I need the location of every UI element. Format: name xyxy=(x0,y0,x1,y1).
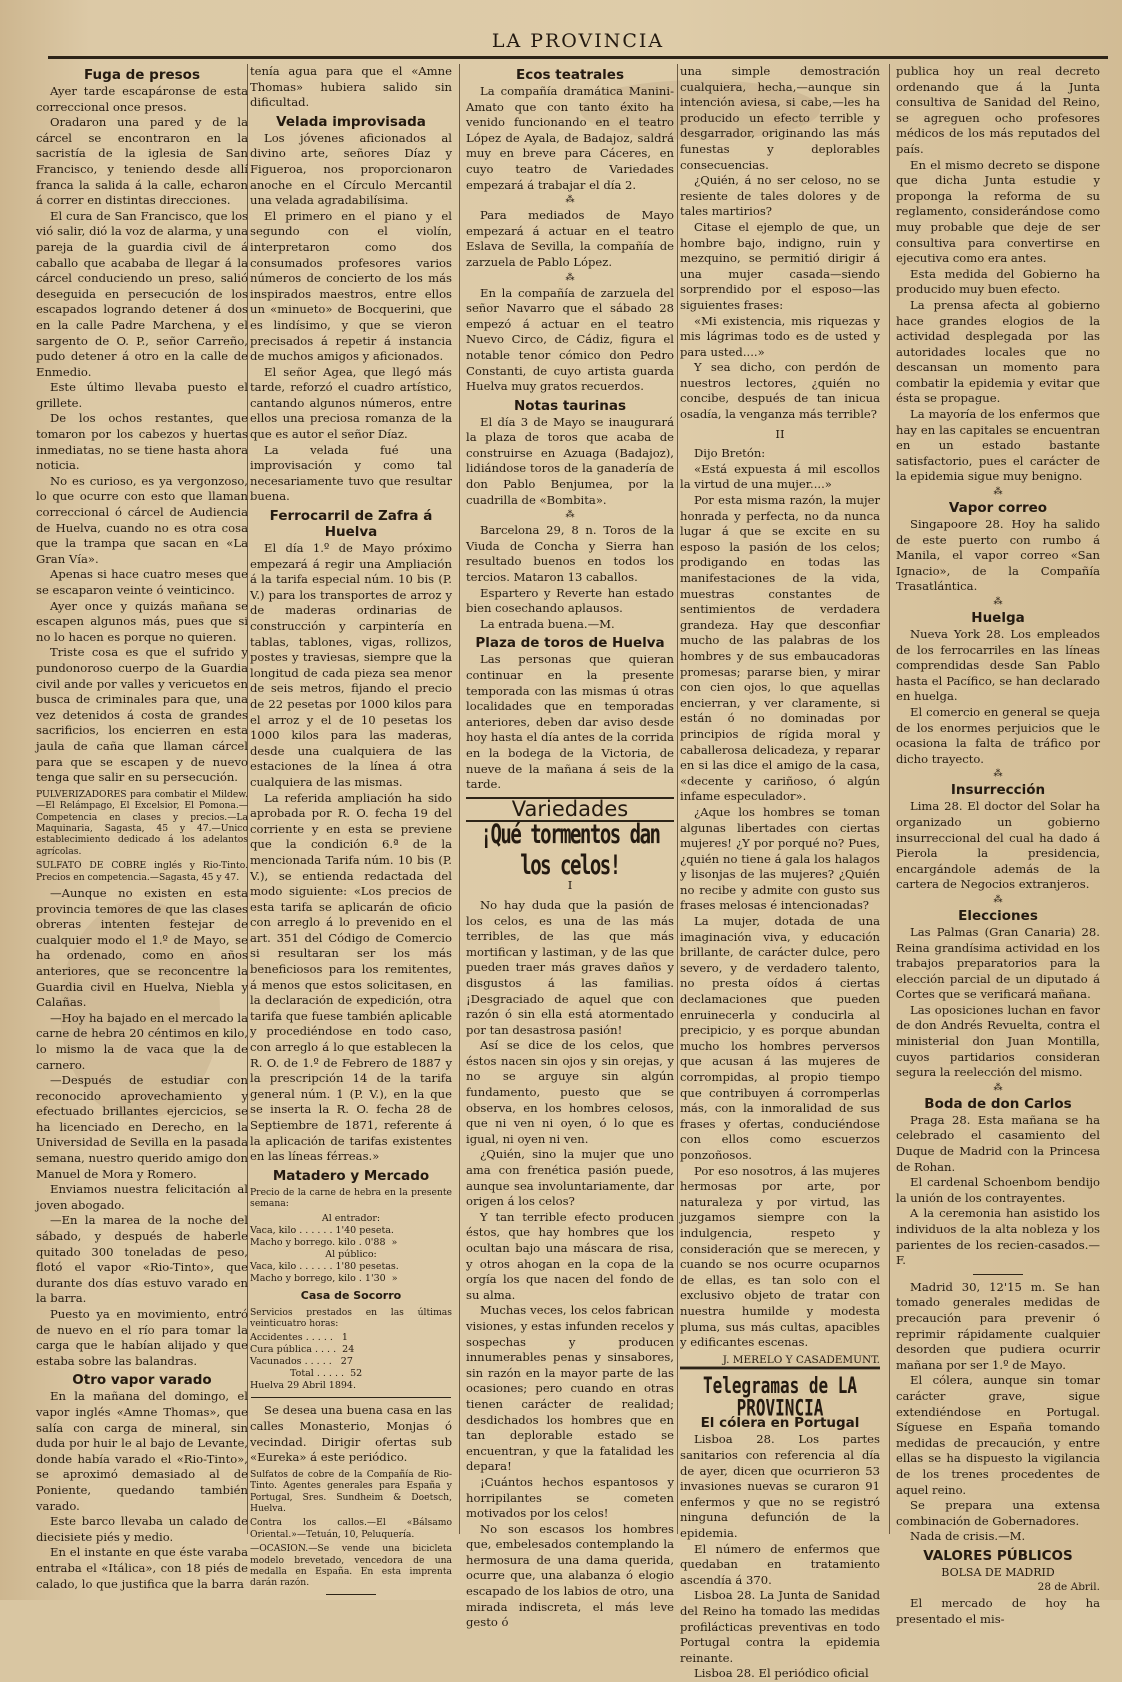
paragraph: Las Palmas (Gran Canaria) 28. Reina grandísima actividad en los trabajos preparatorios para la elección parcial de un diputado á Cortes que se verificará mañana. xyxy=(896,924,1100,1002)
paragraph: Singapoore 28. Hoy ha salido de este puerto con rumbo á Manila, el vapor correo «San Ignacio», de la Compañía Trasatlántica. xyxy=(896,517,1100,594)
headline-vapor-correo: Vapor correo xyxy=(948,500,1048,517)
subheading-bolsa: BOLSA DE MADRID xyxy=(941,1565,1055,1579)
section-numeral: I xyxy=(567,878,573,893)
paragraph: tenía agua para que el «Amne Thomas» hubiera salido sin dificultad. xyxy=(250,64,452,110)
paragraph: Las oposiciones luchan en favor de don Andrés Revuelta, contra el ministerial don Juan Montilla, cuyos partidarios consideran segura la reelección del mismo. xyxy=(896,1002,1100,1080)
asterism-icon: ⁂ xyxy=(993,1082,1003,1093)
asterism-icon: ⁂ xyxy=(993,597,1003,607)
paragraph: Y sea dicho, con perdón de nuestros lectores, ¿quién no concibe, después de tan inicua osadía, la venganza más terrible? xyxy=(680,360,880,422)
section-numeral: II xyxy=(775,426,785,441)
paragraph: «Mi existencia, mis riquezas y mis lágrimas todo es de usted y para usted....» xyxy=(680,313,880,359)
paragraph: ¿Quién, sino la mujer que uno ama con frenética pasión puede, aunque sea involuntariamente, dar origen á los celos? xyxy=(466,1147,674,1209)
paragraph: El día 1.º de Mayo próximo empezará á regir una Ampliación á la tarifa especial núm. 10 bis (P. V.) para los transportes de arroz y de maderas ordinarias de construcción y carpintería en tablas, tablones, vigas, rollizos, postes y traviesas, siempre que la longitud de cada pieza sea menor de seis metros, fijando el precio de 22 pesetas por 1000 kilos para el arroz y el de 10 pesetas los 1000 kilos para las maderas, desde una cualquiera de las estaciones de la línea á otra cualquiera de las mismas. xyxy=(250,541,452,789)
paragraph: La mujer, dotada de una imaginación viva, y educación brillante, de carácter dulce, pero severo, y de verdadero talento, no presta oídos á ciertas declamaciones que pueden enruinecerla y conducirla al precipicio, y es porque abundan mucho los hombres perversos que acusan á las mujeres de corrompidas, al propio tiempo que contribuyen á corromperlas más, con la inmoralidad de sus frases y ofertas, conduciéndose con ellos como escuerzos ponzoñosos. xyxy=(680,914,880,1162)
paragraph: Lisboa 28. El periódico oficial xyxy=(694,1666,869,1681)
asterism-icon: ⁂ xyxy=(565,272,575,283)
paragraph: Oradaron una pared y de la cárcel se encontraron en la sacristía de la iglesia de San Francisco, y teniendo desde allí franca la salida á la calle, echaron á correr en distintas direcciones. xyxy=(36,115,248,208)
section-rule xyxy=(251,1397,451,1398)
author-signature: J. MERELO Y CASADEMUNT. xyxy=(722,1353,880,1366)
advertisement-casa: Se desea una buena casa en las calles Monasterio, Monjas ó vecindad. Dirigir ofertas sub «Eureka» á este periódico. xyxy=(250,1403,452,1465)
paragraph: Apenas si hace cuatro meses que se escaparon veinte ó veinticinco. xyxy=(36,567,248,597)
paragraph: El primero en el piano y el segundo con el violín, interpretaron como dos consumados profesores varios números de concierto de los más inspirados maestros, entre ellos un «minueto» de Bocquerini, que es lindísimo, y que se vieron precisados á repetir á instancia de muchos amigos y aficionados. xyxy=(250,208,452,364)
advertisement-pulverizadores: PULVERIZADORES para combatir el Mildew.—El Relámpago, El Excelsior, El Pomona.—Competencia en clases y precios.—La Maquinaria, Sagasta, 45 y 47.—Unico establecimiento dedicado á los adelantos agrícolas. xyxy=(36,788,248,857)
column-5 xyxy=(896,64,1100,1626)
paragraph: ¡Cuántos hechos espantosos y horripilantes se cometen motivados por los celos! xyxy=(466,1474,674,1521)
headline-colera: El cólera en Portugal xyxy=(700,1415,860,1432)
section-rule xyxy=(973,1274,1023,1275)
headline-velada: Velada improvisada xyxy=(276,113,426,130)
paragraph: —Después de estudiar con reconocido aprovechamiento y efectuado brillantes ejercicios, se ha licenciado en Derecho, en la Universidad de Sevilla en la pasada semana, nuestro querido amigo don Manuel de Mora y Romero. xyxy=(36,1073,248,1181)
paragraph: El señor Agea, que llegó más tarde, reforzó el cuadro artístico, cantando algunos números, entre ellos una preciosa romanza de la que es autor el señor Díaz. xyxy=(250,364,452,442)
headline-casa-socorro: Casa de Socorro xyxy=(300,1288,402,1302)
paragraph: El cardenal Schoenbom bendijo la unión de los contrayentes. xyxy=(896,1175,1100,1205)
paragraph: La velada fué una improvisación y como tal necesariamente tuvo que resultar buena. xyxy=(250,442,452,504)
quotation: «Está expuesta á mil escollos la virtud de una mujer....» xyxy=(680,461,880,492)
advertisement-sulfatos: Sulfatos de cobre de la Compañía de Rio-Tinto. Agentes generales para España y Portugal, Sres. Sundheim & Doetsch, Huelva. xyxy=(250,1468,452,1514)
dateline: Huelva 29 Abril 1894. xyxy=(250,1380,356,1392)
table-row: Vaca, kilo . . . . . . 1'80 pesetas. xyxy=(250,1260,399,1272)
paragraph: —En la marea de la noche del sábado, y después de haberle quitado 300 toneladas de peso, flotó el vapor «Rio-Tinto», que durante dos días estuvo varado en la barra. xyxy=(36,1213,248,1306)
header-rule xyxy=(48,56,1108,59)
paragraph: El día 3 de Mayo se inaugurará la plaza de toros que acaba de construirse en Azuaga (Badajoz), lidiándose toros de la ganadería de don Pablo Benjumea, por la cuadrilla de «Bombita». xyxy=(466,414,674,507)
headline-huelga: Huelga xyxy=(971,610,1025,626)
table-label: Al entrador: xyxy=(321,1212,381,1224)
paragraph: La prensa afecta al gobierno hace grandes elogios de la actividad desplegada por las autoridades locales que no descansan un momento para combatir la epidemia y evitar que ésta se propague. xyxy=(896,297,1100,406)
paragraph: Las personas que quieran continuar en la presente temporada con las mismas ú otras localidades que en temporadas anteriores, deben dar aviso desde hoy hasta el día antes de la corrida en la bodega de la Victoria, de nueve de la mañana á seis de la tarde. xyxy=(466,652,674,792)
column-divider xyxy=(459,64,460,1534)
paragraph: Lisboa 28. Los partes sanitarios con referencia al día de ayer, dicen que ocurrieron 53 invasiones nuevas se curaron 91 enfermos y que no se registró ninguna defunción de la epidemia. xyxy=(680,1432,880,1541)
asterism-icon: ⁂ xyxy=(993,769,1003,780)
paragraph: Enviamos nuestra felicitación al joven abogado. xyxy=(36,1182,248,1212)
headline-notas-taurinas: Notas taurinas xyxy=(513,397,627,414)
paragraph: Los jóvenes aficionados al divino arte, señores Díaz y Figueroa, nos proporcionaron anoche en el Círculo Mercantil una velada agradabilísima. xyxy=(250,130,452,208)
headline-plaza-toros: Plaza de toros de Huelva xyxy=(475,635,665,652)
headline-boda: Boda de don Carlos xyxy=(924,1095,1072,1112)
newspaper-title: LA PROVINCIA xyxy=(491,30,665,52)
table-row: Macho y borrego. kilo . 0'88 » xyxy=(250,1236,398,1248)
paragraph: La compañía dramática Manini-Amato que con tanto éxito ha venido funcionando en el teatro López de Ayala, de Badajoz, saldrá muy en breve para Cáceres, en cuyo teatro de Variedades empezará á trabajar el día 2. xyxy=(466,84,674,192)
section-title-variedades: Variedades xyxy=(466,797,674,823)
paragraph: La entrada buena.—M. xyxy=(480,616,615,631)
paragraph: En el mismo decreto se dispone que dicha Junta estudie y proponga la reforma de su reglamento, considerándose como muy probable que deje de ser consultiva para convertirse en ejecutiva como era antes. xyxy=(896,157,1100,266)
end-rule xyxy=(326,1594,376,1595)
paragraph: Servicios prestados en las últimas veinticuatro horas: xyxy=(250,1306,452,1329)
paragraph: Ayer once y quizás mañana se escapen algunos más, pues que si no lo hacen es porque no quieren. xyxy=(36,598,248,644)
paragraph: Por esta misma razón, la mujer honrada y perfecta, no da nunca lugar á que se excite en su esposo la pasión de los celos; prodigando en todas las manifestaciones de la vida, muestras constantes de sentimientos de verdadera grandeza. Hay que desconfiar mucho de las palabras de los hombres y de sus embaucadoras promesas; pararse bien, y mirar con cien ojos, lo que aquellas encierran, y ver claramente, si están ó no dominadas por principios de rígida moral y caballerosa delicadeza, y reparar en si las dice el amigo de la casa, «decente y cariñoso, ó algún infame especulador». xyxy=(680,493,880,804)
paragraph: Por eso nosotros, á las mujeres hermosas por arte, por naturaleza y por virtud, las juzgamos siempre con la indulgencia, respeto y consideración que se merecen, y cuando se nos ocurre ocuparnos de ellas, es tan solo con el exclusivo objeto de tratar con nuestra humilde y modesta pluma, sus más cultas, apacibles y edificantes escenas. xyxy=(680,1163,880,1350)
advertisement-sulfato: SULFATO DE COBRE inglés y Rio-Tinto. Precios en competencia.—Sagasta, 45 y 47. xyxy=(36,860,248,883)
paragraph: Espartero y Reverte han estado bien cosechando aplausos. xyxy=(466,585,674,616)
section-title-telegramas: Telegramas de LA PROVINCIA xyxy=(680,1367,880,1419)
paragraph: El número de enfermos que quedaban en tratamiento ascendía á 370. xyxy=(680,1541,880,1587)
headline-elecciones: Elecciones xyxy=(958,907,1038,924)
paragraph: Ayer tarde escapáronse de esta correccional once presos. xyxy=(36,84,248,114)
paragraph: Madrid 30, 12'15 m. Se han tomado generales medidas de precaución para prevenir ó reprimir rápidamente cualquier desorden que pudiera ocurrir mañana por ser 1.º de Mayo. xyxy=(896,1279,1100,1372)
table-row: Cura pública . . . . 24 xyxy=(250,1344,355,1356)
advertisement-callos: Contra los callos.—El «Bálsamo Oriental.»—Tetuán, 10, Peluquería. xyxy=(250,1517,452,1540)
paragraph: Esta medida del Gobierno ha producido muy buen efecto. xyxy=(896,266,1100,297)
paragraph: No hay duda que la pasión de los celos, es una de las más terribles, de las que más mortifican y lastiman, y de las que pueden traer más graves daños y disgustos á las familias. ¡Desgraciado de aquel que con razón ó sin ella está atormentado por tan desastrosa pasión! xyxy=(466,897,674,1037)
table-total: Total . . . . . 52 xyxy=(290,1368,363,1380)
paragraph: El comercio en general se queja de los enormes perjuicios que le ocasiona la falta de tráfico por dicho trayecto. xyxy=(896,704,1100,766)
paragraph: Praga 28. Esta mañana se ha celebrado el casamiento del Duque de Madrid con la Princesa de Rohan. xyxy=(896,1112,1100,1174)
asterism-icon: ⁂ xyxy=(565,195,575,206)
paragraph: A la ceremonia han asistido los individuos de la alta nobleza y los parientes de los recien-casados.—F. xyxy=(896,1206,1100,1268)
paragraph: Este último llevaba puesto el grillete. xyxy=(36,380,248,410)
paragraph: Para mediados de Mayo empezará á actuar en el teatro Eslava de Sevilla, la compañía de zarzuela de Pablo López. xyxy=(466,208,674,269)
paragraph: Nueva York 28. Los empleados de los ferrocarriles en las líneas comprendidas desde San Pablo hasta el Pacífico, se han declarado en huelga. xyxy=(896,627,1100,704)
paragraph: una simple demostración cualquiera, hecha,—aunque sin intención aviesa, si cabe,—les ha producido un efecto terrible y desgarrador, originando las más funestas y deplorables consecuencias. xyxy=(680,64,880,172)
paragraph: ¿Quién, á no ser celoso, no se resiente de tales dolores y de tales martirios? xyxy=(680,173,880,219)
column-4 xyxy=(680,64,880,1681)
paragraph: Triste cosa es que el sufrido y pundonoroso cuerpo de la Guardia civil ande por valles y vericuetos en busca de criminales para que, una vez detenidos á costa de grandes sacrificios, los encierren en esta jaula de caña que llaman cárcel para que se escapen y de nuevo tenga que salir en su persecución. xyxy=(36,645,248,785)
paragraph: La referida ampliación ha sido aprobada por R. O. fecha 19 del corriente y en esta se previene que la condición 6.ª de la mencionada Tarifa núm. 10 bis (P. V.), se entienda redactada del modo siguiente: «Los precios de esta tarifa se aplicarán de oficio con arreglo á lo prevenido en el art. 351 del Código de Comercio si resultaran ser los más beneficiosos para los remitentes, á menos que estos solicitasen, en la declaración de expedición, otra tarifa que fuese también aplicable y procediéndose en todo caso, con arreglo á lo que establecen la R. O. de 1.º de Febrero de 1887 y la prescripción 14 de la tarifa general núm. 1 (P. V.), en la que se inserta la R. O. fecha 28 de Septiembre de 1871, referente á la aplicación de tarifas existentes en las líneas férreas.» xyxy=(250,790,452,1164)
column-divider xyxy=(677,64,678,1534)
masthead xyxy=(48,0,1108,60)
paragraph: La mayoría de los enfermos que hay en las capitales se encuentran en un estado bastante satisfactorio, pues el carácter de la epidemia sigue muy benigno. xyxy=(896,407,1100,484)
paragraph: En la mañana del domingo, el vapor inglés «Amne Thomas», que salía con carga de mineral, sin duda por huir le al bajo de Levante, donde había varado el «Rio-Tinto», se aproximó demasiado al de Poniente, quedando también varado. xyxy=(36,1389,248,1513)
headline-fuga-presos: Fuga de presos xyxy=(84,67,200,83)
paragraph: Se prepara una extensa combinación de Gobernadores. xyxy=(896,1498,1100,1528)
paragraph: En la compañía de zarzuela del señor Navarro que el sábado 28 empezó á actuar en el teatro Nuevo Circo, de Cádiz, figura el notable tenor cómico don Pedro Constanti, de cuyo artista guarda Huelva muy gratos recuerdos. xyxy=(466,285,674,394)
paragraph: —Hoy ha bajado en el mercado la carne de hebra 20 céntimos en kilo, lo mismo la de vaca que la de carnero. xyxy=(36,1010,248,1072)
column-3 xyxy=(466,64,674,1630)
asterism-icon: ⁂ xyxy=(993,894,1003,905)
paragraph: No es curioso, es ya vergonzoso, lo que ocurre con esto que llaman correccional ó cárcel de Audiencia de Huelva, cuando no es otra cosa que la trampa que sacan en «La Gran Vía». xyxy=(36,473,248,566)
paragraph: El cura de San Francisco, que los vió salir, dió la voz de alarma, y una pareja de la guardia civil de á caballo que acababa de llegar á la cárcel conduciendo un preso, salió deseguida en persecución de los escapados logrando detener á dos en la calle Padre Marchena, y el sargento de O. P., señor Carreño, pudo detener á otro en la calle de Enmedio. xyxy=(36,208,248,379)
paragraph: ¿Aque los hombres se toman algunas libertades con ciertas mujeres! ¿Y por porqué no? Pues, ¿quién no tiene á gala los halagos y lisonjas de las mujeres? ¿Quién no recibe y admite con gusto sus frases melosas é intencionadas? xyxy=(680,804,880,913)
paragraph: Puesto ya en movimiento, entró de nuevo en el río para tomar la carga que le habían alijado y que estaba sobre las balandras. xyxy=(36,1307,248,1368)
table-row: Macho y borrego, kilo . 1'30 » xyxy=(250,1272,398,1284)
paragraph: Nada de crisis.—M. xyxy=(910,1529,1026,1544)
asterism-icon: ⁂ xyxy=(565,510,575,521)
headline-matadero: Matadero y Mercado xyxy=(272,1167,430,1184)
asterism-icon: ⁂ xyxy=(993,487,1003,498)
paragraph: Citase el ejemplo de que, un hombre bajo, indigno, ruin y mezquino, se permitió dirigir á una mujer casada—siendo sorprendido por el esposo—las siguientes frases: xyxy=(680,219,880,312)
column-2 xyxy=(250,64,452,1594)
paragraph: Dijo Bretón: xyxy=(694,446,766,461)
paragraph: Lisboa 28. La Junta de Sanidad del Reino ha tomado las medidas profilácticas preventivas en todo Portugal contra la epidemia reinante. xyxy=(680,1588,880,1665)
paragraph: Muchas veces, los celos fabrican visiones, y estas infunden recelos y sospechas y producen innumerables penas y sinsabores, sin razón en la mayor parte de las ocasiones; pero cuando en otras tienen carácter de realidad; desdichados los hombres que en tan deplorable estado se encuentran, y que la fatalidad les depara! xyxy=(466,1303,674,1474)
column-divider xyxy=(889,64,890,1534)
paragraph: publica hoy un real decreto ordenando que á la Junta consultiva de Sanidad del Reino, se agreguen ocho profesores médicos de los más reputados del país. xyxy=(896,64,1100,156)
table-row: Accidentes . . . . . 1 xyxy=(250,1332,348,1344)
column-1 xyxy=(36,64,248,1594)
headline-otro-vapor: Otro vapor varado xyxy=(72,1372,212,1389)
headline-ecos-teatrales: Ecos teatrales xyxy=(516,67,624,83)
dateline: 28 de Abril. xyxy=(1037,1581,1100,1594)
paragraph: Lima 28. El doctor del Solar ha organizado un gobierno insurreccional del cual ha dado á Pierola la presidencia, encargándole además de la cartera de Negocios extranjeros. xyxy=(896,799,1100,892)
paragraph: Así se dice de los celos, que éstos nacen sin ojos y sin orejas, y no se arguye sin algún fundamento, puesto que se observa, en los hombres celosos, que ni ven ni oyen, ó lo que es igual, ni oyen ni ven. xyxy=(466,1038,674,1146)
article-title-celos: ¡Qué tormentos dan los celos! xyxy=(480,819,660,882)
table-label: Al público: xyxy=(325,1248,377,1260)
paragraph: En el instante en que éste varaba entraba el «Itálica», con 18 piés de calado, lo que justifica que la barra xyxy=(36,1545,248,1591)
paragraph: Precio de la carne de hebra en la presente semana: xyxy=(250,1186,452,1210)
table-row: Vacunados . . . . . 27 xyxy=(250,1356,353,1368)
paragraph: No son escasos los hombres que, embelesados contemplando la hermosura de una dama querida, ocurre que, una alabanza ó elogio escapado de los labios de otro, una mirada indiscreta, el más leve gesto ó xyxy=(466,1521,674,1630)
paragraph: Este barco llevaba un calado de diecisiete piés y medio. xyxy=(36,1514,248,1544)
paragraph: Y tan terrible efecto producen éstos, que hay hombres que los ocultan bajo una máscara de risa, y otros ahogan en la copa de la orgía los que nacen del fondo de su alma. xyxy=(466,1209,674,1302)
paragraph: —Aunque no existen en esta provincia temores de que las clases obreras intenten festejar de cualquier modo el 1.º de Mayo, se ha ordenado, como en años anteriores, que se reconcentre la Guardia civil en Huelva, Niebla y Calañas. xyxy=(36,885,248,1010)
paragraph: De los ochos restantes, que tomaron por los cabezos y huertas inmediatas, no se tiene hasta ahora noticia. xyxy=(36,411,248,473)
headline-valores-publicos: VALORES PÚBLICOS xyxy=(923,1547,1073,1564)
table-row: Vaca, kilo . . . . . . 1'40 peseta. xyxy=(250,1224,394,1236)
headline-ferrocarril: Ferrocarril de Zafra á Huelva xyxy=(269,508,433,541)
paragraph: Barcelona 29, 8 n. Toros de la Viuda de Concha y Sierra han resultado buenos en todos los tercios. Mataron 13 caballos. xyxy=(466,523,674,585)
advertisement-ocasion: —OCASION.—Se vende una bicicleta modelo brevetado, vencedora de una medalla en España. En esta imprenta darán razón. xyxy=(250,1543,452,1589)
paragraph: El mercado de hoy ha presentado el mis- xyxy=(896,1596,1100,1626)
paragraph: El cólera, aunque sin tomar carácter grave, sigue extendiéndose en Portugal. Síguese en España tomando medidas de precaución, y entre ellas se ha dispuesto la vigilancia de los trenes procedentes de aquel reino. xyxy=(896,1373,1100,1497)
headline-insurreccion: Insurrección xyxy=(950,782,1046,799)
